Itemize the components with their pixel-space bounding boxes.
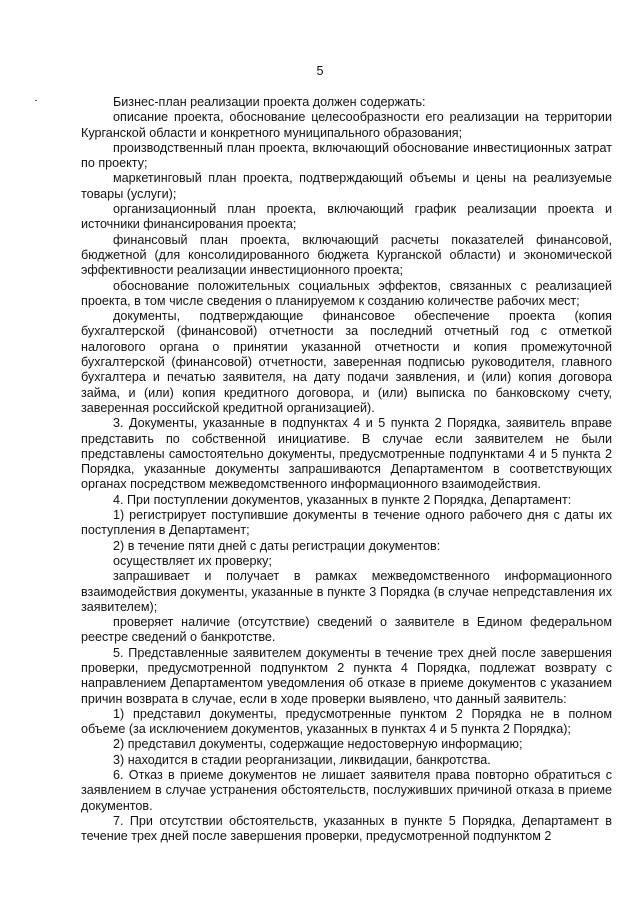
document-body — [81, 95, 612, 845]
paragraph: организационный план проекта, включающий график реализации проекта и источники финансирования проекта; — [81, 202, 612, 232]
paragraph: запрашивает и получает в рамках межведомственного информационного взаимодействия документы, указанные в пункте 3 Порядка (в случае непредставления их заявителем); — [81, 569, 612, 614]
paragraph: 2) представил документы, содержащие недостоверную информацию; — [113, 737, 523, 752]
paragraph: 1) представил документы, предусмотренные пунктом 2 Порядка не в полном объеме (за исключением документов, указанных в пунктах 4 и 5 пункта 2 Порядка); — [81, 706, 612, 737]
paragraph: документы, подтверждающие финансовое обеспечение проекта (копия бухгалтерской (финансовой) отчетности за последний отчетный год с отметкой налогового органа о принятии указанной отчетности и копия промежуточной бухгалтерской (финансовой) отчетности, заверенная подписью руководителя, главного бухгалтера и печатью заявителя, на дату подачи заявления, и (или) копия договора займа, и (или) копия кредитного договора, и (или) выписка по банковскому счету, заверенная российской кредитной организацией). — [81, 309, 612, 415]
paragraph: описание проекта, обоснование целесообразности его реализации на территории Курганской области и конкретного муниципального образования; — [81, 110, 612, 140]
paragraph: проверяет наличие (отсутствие) сведений о заявителе в Едином федеральном реестре сведений о банкротстве. — [81, 615, 612, 645]
paragraph: 4. При поступлении документов, указанных в пункте 2 Порядка, Департамент: — [113, 492, 572, 507]
paragraph: производственный план проекта, включающий обоснование инвестиционных затрат по проекту; — [81, 140, 612, 171]
paragraph: Бизнес-план реализации проекта должен содержать: — [113, 95, 426, 109]
margin-mark — [35, 100, 37, 101]
paragraph: 5. Представленные заявителем документы в течение трех дней после завершения проверки, предусмотренной подпунктом 2 пункта 4 Порядка, подлежат возврату с направлением Департаментом уведомления об отказе в приеме документов с указанием причин возврата в случае, если в ходе проверки выявлено, что данный заявитель: — [81, 645, 612, 706]
paragraph: 3) находится в стадии реорганизации, ликвидации, банкротства. — [113, 752, 491, 767]
paragraph: маркетинговый план проекта, подтверждающий объемы и цены на реализуемые товары (услуги); — [81, 171, 612, 201]
paragraph: 6. Отказ в приеме документов не лишает заявителя права повторно обратиться с заявлением в случае устранения обстоятельств, послуживших причиной отказа в приеме документов. — [81, 768, 612, 813]
paragraph: 3. Документы, указанные в подпунктах 4 и 5 пункта 2 Порядка, заявитель вправе представить по собственной инициативе. В случае если заявителем не были представлены самостоятельно документы, предусмотренные подпунктами 4 и 5 пункта 2 Порядка, указанные документы запрашиваются Департаментом в соответствующих органах посредством межведомственного информационного взаимодействия. — [81, 416, 612, 492]
paragraph: финансовый план проекта, включающий расчеты показателей финансовой, бюджетной (для консолидированного бюджета Курганской области) и экономической эффективности реализации инвестиционного проекта; — [81, 232, 612, 278]
paragraph: осуществляет их проверку; — [113, 553, 272, 568]
paragraph: обоснование положительных социальных эффектов, связанных с реализацией проекта, в том числе сведения о планируемом к созданию количестве рабочих мест; — [81, 278, 612, 308]
page-number: 5 — [316, 64, 324, 78]
paragraph: 7. При отсутствии обстоятельств, указанных в пункте 5 Порядка, Департамент в течение трех дней после завершения проверки, предусмотренной подпунктом 2 — [81, 813, 612, 844]
paragraph: 2) в течение пяти дней с даты регистрации документов: — [113, 538, 441, 553]
paragraph: 1) регистрирует поступившие документы в течение одного рабочего дня с даты их поступления в Департамент; — [81, 508, 612, 538]
